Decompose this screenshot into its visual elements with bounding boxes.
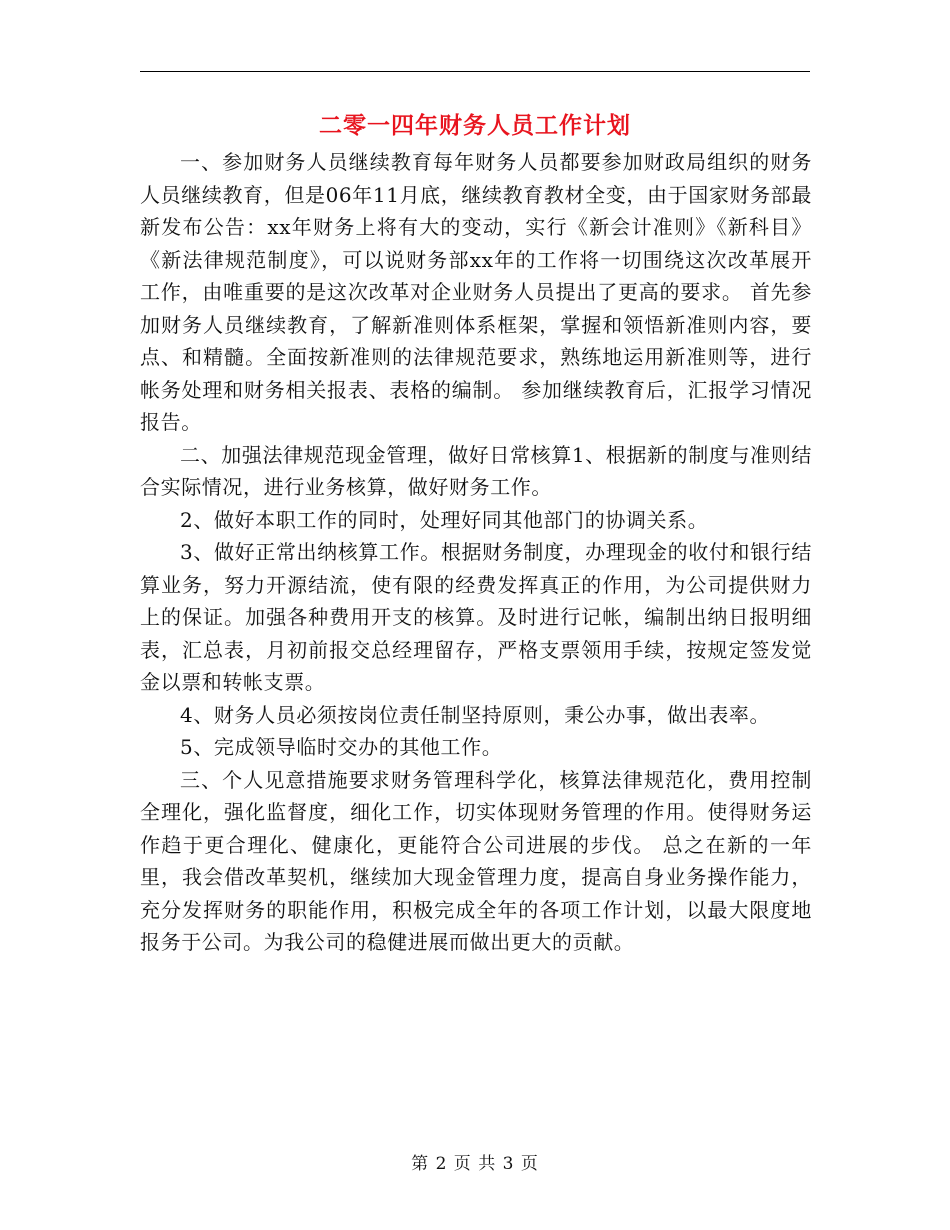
paragraph-2: 二、加强法律规范现金管理，做好日常核算1、根据新的制度与准则结合实际情况，进行业务核算，做好财务工作。 bbox=[140, 442, 812, 499]
paragraph-4: 3、做好正常出纳核算工作。根据财务制度，办理现金的收付和银行结算业务，努力开源结流，使有限的经费发挥真正的作用，为公司提供财力上的保证。加强各种费用开支的核算。及时进行记帐，编制出纳日报明细表，汇总表，月初前报交总经理留存，严格支票领用手续，按规定签发觉金以票和转帐支票。 bbox=[140, 540, 812, 694]
paragraph-5: 4、财务人员必须按岗位责任制坚持原则，秉公办事，做出表率。 bbox=[180, 702, 771, 727]
paragraph-7: 三、个人见意措施要求财务管理科学化，核算法律规范化，费用控制全理化，强化监督度，细化工作，切实体现财务管理的作用。使得财务运作趋于更合理化、健康化，更能符合公司进展的步伐。 总之在新的一年里，我会借改革契机，继续加大现金管理力度，提高自身业务操作能力，充分发挥财务的职能作用，积极完成全年的各项工作计划，以最大限度地报务于公司。为我公司的稳健进展而做出更大的贡献。 bbox=[140, 767, 812, 954]
paragraph-6: 5、完成领导临时交办的其他工作。 bbox=[180, 735, 503, 759]
header-rule bbox=[140, 71, 810, 72]
paragraph-3: 2、做好本职工作的同时，处理好同其他部门的协调关系。 bbox=[180, 507, 709, 532]
page-footer: 第 2 页 共 3 页 bbox=[411, 1154, 539, 1174]
paragraph-1: 一、参加财务人员继续教育每年财务人员都要参加财政局组织的财务人员继续教育，但是06年11月底，继续教育教材全变，由于国家财务部最新发布公告：xx年财务上将有大的变动，实行《新会计准则》《新科目》《新法律规范制度》，可以说财务部xx年的工作将一切围绕这次改革展开工作，由唯重要的是这次改革对企业财务人员提出了更高的要求。 首先参加财务人员继续教育，了解新准则体系框架，掌握和领悟新准则内容，要点、和精髓。全面按新准则的法律规范要求，熟练地运用新准则等，进行帐务处理和财务相关报表、表格的编制。 参加继续教育后，汇报学习情况报告。 bbox=[140, 150, 812, 434]
document-title: 二零一四年财务人员工作计划 bbox=[319, 113, 631, 139]
document-body bbox=[140, 146, 812, 959]
